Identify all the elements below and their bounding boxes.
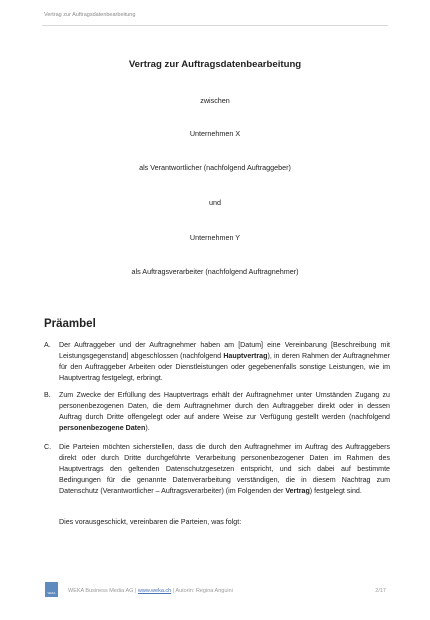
weka-link[interactable]: www.weka.ch [137,588,172,594]
document-title: Vertrag zur Auftragsdatenbearbeitung [128,59,302,70]
defined-term: personenbezogene Daten [59,424,146,433]
item-text: Zum Zwecke der Erfüllung des Hauptvertrags erhält der Auftragnehmer unter Umständen Zugang zu personenbezogenen Daten, die dem Auftragnehmer durch den Auftraggeber direkt oder in dessen Auftrag durch Dritte offengelegt oder auf andere Weise zur Verfügung gestellt werden (nachfolgend personenbezogene Daten). [59,391,390,433]
item-letter: A. [44,341,51,349]
running-header: Vertrag zur Auftragsdatenbearbeitung [44,12,136,18]
item-text: Der Auftraggeber und der Auftragnehmer haben am [Datum] eine Vereinbarung [Beschreibung mit Leistungsgegenstand] abgeschlossen (nachfolgend Hauptvertrag), in deren Rahmen der Auftragnehmer für den Auftraggeber Arbeiten oder Dienstleistungen oder gegebenenfalls sonstige Leistungen, wie im Hauptvertrag festgelegt, erbringt. [59,341,390,383]
between-label: zwischen [200,96,230,105]
weka-logo: WEKA [45,582,58,597]
item-letter: C. [44,443,52,451]
footer-info: WEKA Business Media AG | www.weka.ch | Autorin: Regina Anguini [68,588,233,594]
preamble-item-c [44,442,390,497]
defined-term: Hauptvertrag [223,352,268,361]
party-x-role: als Verantwortlicher (nachfolgend Auftraggeber) [139,163,291,172]
preamble-heading: Präambel [44,318,96,330]
preamble-item-a [44,340,390,384]
and-label: und [209,198,221,207]
item-text: Die Parteien möchten sicherstellen, dass die durch den Auftragnehmer im Auftrag des Auftraggebers direkt oder durch Dritte durchgeführte Verarbeitung personenbezogener Daten im Rahmen des Hauptvertrags den geltenden Datenschutzgesetzen entspricht, und sich dabei auf bestimmte Bedingungen für die genannte Datenverarbeitung verständigen, die in diesem Nachtrag zum Datenschutz (Verantwortlicher – Auftragsverarbeiter) (im Folgenden der Vertrag) festgelegt sind. [59,443,390,496]
preamble-item-b [44,390,390,434]
party-x-name: Unternehmen X [189,129,241,138]
page-number: 2/17 [375,588,386,594]
preamble-closing: Dies vorausgeschickt, vereinbaren die Parteien, was folgt: [59,518,242,526]
party-y-role: als Auftragsverarbeiter (nachfolgend Auftragnehmer) [131,267,299,276]
item-letter: B. [44,391,51,399]
party-y-name: Unternehmen Y [189,233,241,242]
defined-term: Vertrag [285,487,310,496]
header-divider [42,25,388,26]
